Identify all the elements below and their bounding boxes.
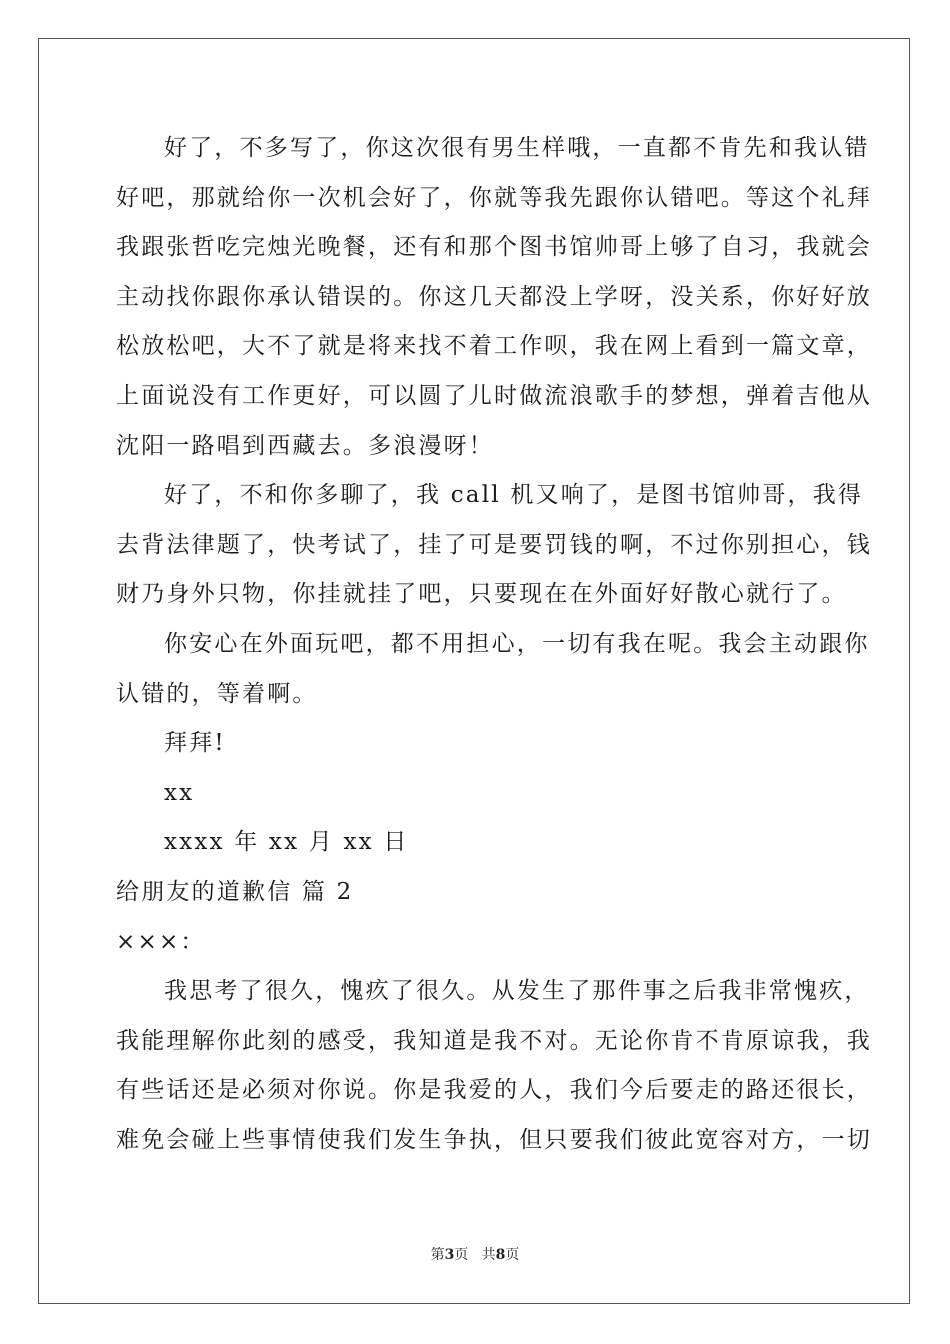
paragraph-line: 我跟张哲吃完烛光晚餐，还有和那个图书馆帅哥上够了自习，我就会 [116, 234, 872, 261]
paragraph-line: 好了，不多写了，你这次很有男生样哦，一直都不肯先和我认错 [164, 135, 870, 161]
paragraph-line: 主动找你跟你承认错误的。你这几天都没上学呀，没关系，你好好放 [116, 283, 872, 310]
paragraph-line: 财乃身外只物，你挂就挂了吧，只要现在在外面好好散心就行了。 [116, 581, 847, 608]
paragraph-line: 沈阳一路唱到西藏去。多浪漫呀！ [116, 432, 494, 459]
footer-suffix: 页 [505, 1247, 520, 1263]
paragraph-line: 难免会碰上些事情使我们发生争执，但只要我们彼此宽容对方，一切 [116, 1126, 872, 1153]
paragraph-line: 去背法律题了，快考试了，挂了可是要罚钱的啊，不过你别担心，钱 [116, 531, 872, 558]
salutation-line: ×××： [116, 928, 206, 955]
footer-prefix: 第 [430, 1247, 445, 1263]
section-heading: 给朋友的道歉信 篇 2 [116, 878, 354, 905]
footer-mid: 页 共 [454, 1247, 496, 1263]
paragraph-line: 好了，不和你多聊了，我 call 机又响了，是图书馆帅哥，我得 [164, 482, 864, 509]
date-line: xxxx 年 xx 月 xx 日 [164, 829, 409, 856]
paragraph-line: 认错的，等着啊。 [116, 680, 318, 707]
page-footer [0, 1244, 950, 1264]
closing-line: 拜拜! [164, 730, 226, 757]
paragraph-line: 有些话还是必须对你说。你是我爱的人，我们今后要走的路还很长， [116, 1077, 872, 1104]
footer-total-pages: 8 [495, 1247, 506, 1263]
signature-line: xx [164, 779, 195, 806]
document-body [116, 124, 872, 1165]
paragraph-line: 我能理解你此刻的感受，我知道是我不对。无论你肯不肯原谅我，我 [116, 1027, 872, 1054]
footer-current-page: 3 [444, 1247, 455, 1263]
paragraph-line: 我思考了很久，愧疚了很久。从发生了那件事之后我非常愧疚， [164, 978, 870, 1005]
paragraph-line: 上面说没有工作更好，可以圆了儿时做流浪歌手的梦想，弹着吉他从 [116, 382, 872, 409]
paragraph-line: 好吧，那就给你一次机会好了，你就等我先跟你认错吧。等这个礼拜 [116, 184, 872, 211]
paragraph-line: 松放松吧，大不了就是将来找不着工作呗，我在网上看到一篇文章， [116, 333, 872, 360]
paragraph-line: 你安心在外面玩吧，都不用担心，一切有我在呢。我会主动跟你 [164, 630, 870, 657]
